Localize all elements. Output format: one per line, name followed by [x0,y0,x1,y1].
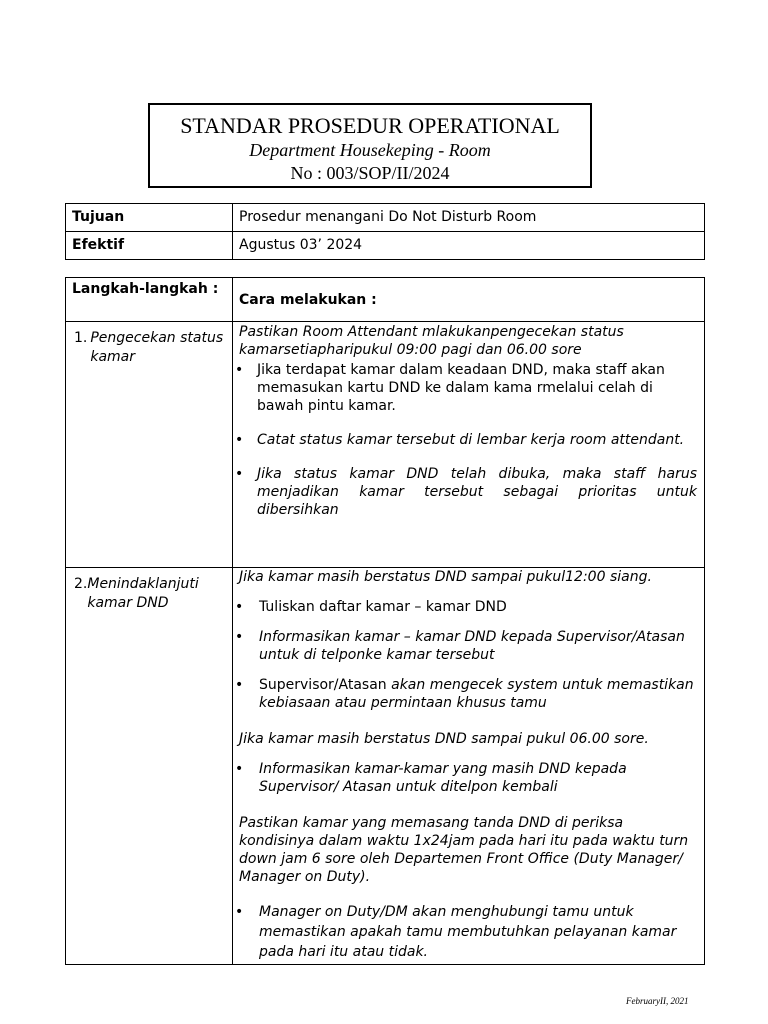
bullet-icon: • [235,466,244,482]
table-row [66,232,705,260]
list-item [235,628,697,664]
steps-column-header: Langkah-langkah : [66,278,233,322]
step1-bullet-list [235,361,704,519]
table-row [66,322,705,568]
step2-bullet-2: Informasikan kamar – kamar DND kepada Supervisor/Atasan untuk di telponke kamar tersebut [259,629,685,663]
list-item [235,760,697,796]
tujuan-label: Tujuan [66,204,233,232]
step2-method-cell [233,568,705,965]
step1-intro: Pastikan Room Attendant mlakukanpengecekan status kamarsetiapharipukul 09:00 pagi dan 06.00 sore [239,324,624,358]
table-row [66,568,705,965]
step2-bullet-list-3 [235,902,704,962]
bullet-icon: • [235,761,244,777]
efektif-label: Efektif [66,232,233,260]
step2-bullet-last-prefix: Manager on Duty/DM [259,904,413,920]
step1-label [74,329,232,367]
list-item [235,465,697,519]
document-title: STANDAR PROSEDUR OPERATIONAL [180,113,560,138]
table-header-row [66,278,705,322]
footer-date: FebruaryII, 2021 [626,996,689,1006]
document-number: No : 003/SOP/II/2024 [290,163,450,183]
table-row [66,204,705,232]
step2-paragraph: Pastikan kamar yang memasang tanda DND di periksa kondisinya dalam waktu 1x24jam pada hari itu pada waktu turn down jam 6 sore oleh Departemen Front Office (Duty Manager/ Manager on Duty). [239,815,689,885]
step1-bullet-3: Jika status kamar DND telah dibuka, maka staff harus menjadikan kamar tersebut sebagai prioritas untuk dibersihkan [257,466,697,518]
step2-bullet-list-1 [235,598,704,712]
list-item [235,902,697,962]
step2-title: Menindaklanjuti kamar DND [87,576,199,611]
tujuan-value: Prosedur menangani Do Not Disturb Room [233,204,705,232]
bullet-icon: • [235,362,244,378]
step2-bullet-3-rest: akan mengecek system untuk memastikan kebiasaan atau permintaan khusus tamu [259,677,694,711]
step2-bullet-1: Tuliskan daftar kamar – kamar DND [259,599,507,615]
step1-cell [66,322,233,568]
method-column-header: Cara melakukan : [233,278,705,322]
bullet-icon: • [235,432,244,448]
bullet-icon: • [235,904,244,920]
step2-intro-2: Jika kamar masih berstatus DND sampai pukul 06.00 sore. [239,731,649,747]
info-table [65,203,705,260]
step1-title: Pengecekan status kamar [90,330,224,365]
sop-header-box [148,103,592,188]
list-item [235,361,697,415]
department-name: Department Housekeping - Room [249,140,491,160]
step2-bullet-4: Informasikan kamar-kamar yang masih DND kepada Supervisor/ Atasan untuk ditelpon kembali [259,761,627,795]
step2-bullet-list-2 [235,760,704,796]
step1-bullet-1: Jika terdapat kamar dalam keadaan DND, maka staff akan memasukan kartu DND ke dalam kama rmelalui celah di bawah pintu kamar. [257,362,665,414]
list-item [235,676,697,712]
step2-intro-1: Jika kamar masih berstatus DND sampai pukul12:00 siang. [239,569,652,585]
list-item [235,598,697,616]
steps-table [65,277,705,965]
bullet-icon: • [235,629,244,645]
list-item [235,431,697,449]
step1-number: 1. [74,330,88,346]
step2-cell [66,568,233,965]
efektif-value: Agustus 03’ 2024 [233,232,705,260]
bullet-icon: • [235,677,244,693]
step2-number: 2. [74,576,88,592]
step2-bullet-3-prefix: Supervisor/Atasan [259,677,392,693]
step2-bullet-last-rest: akan menghubungi tamu untuk memastikan apakah tamu membutuhkan pelayanan kamar pada hari itu atau tidak. [259,904,677,960]
step1-method-cell [233,322,705,568]
step1-bullet-2: Catat status kamar tersebut di lembar kerja room attendant. [257,432,685,448]
bullet-icon: • [235,599,244,615]
step2-label [74,575,232,613]
